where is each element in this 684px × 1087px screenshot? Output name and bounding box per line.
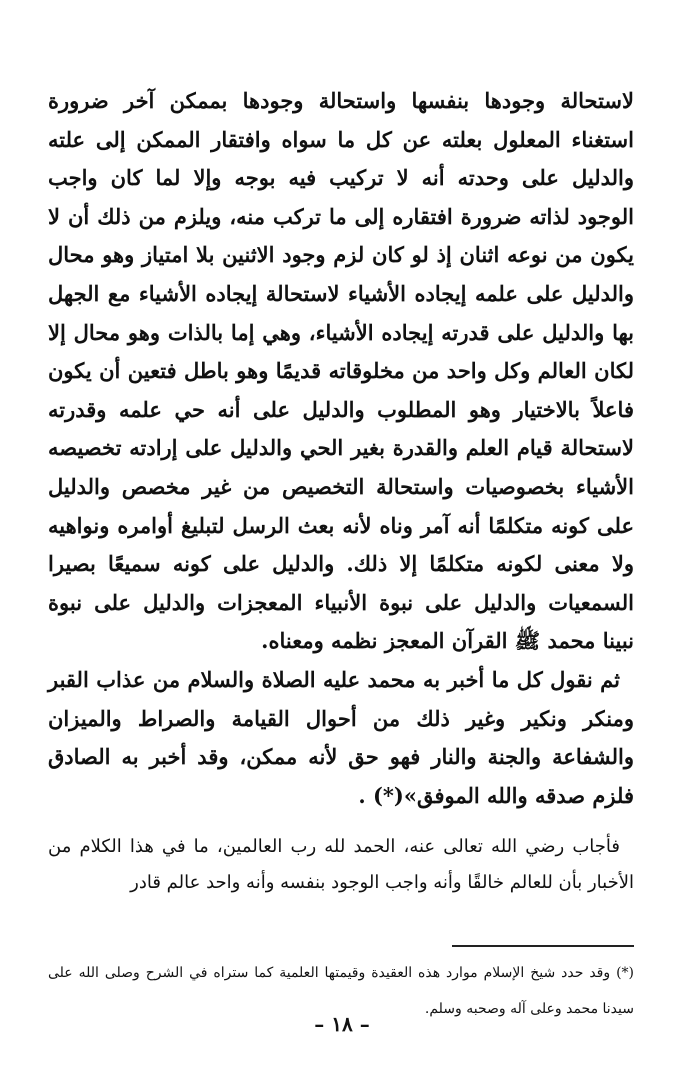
footnote-text: (*) وقد حدد شيخ الإسلام موارد هذه العقيدة وقيمتها العلمية كما ستراه في الشرح وصلى الله على سيدنا محمد وعلى آله وصحبه وسلم.	[48, 965, 634, 1018]
page-number: – ١٨ –	[314, 1012, 370, 1036]
footnote-divider	[452, 945, 634, 947]
paragraph-3: فأجاب رضي الله تعالى عنه، الحمد لله رب العالمين، ما في هذا الكلام من الأخبار بأن للعالم خالقًا وأنه واجب الوجود بنفسه وأنه واحد عالم قادر	[48, 836, 634, 894]
main-text	[48, 82, 634, 815]
paragraph-1: لاستحالة وجودها بنفسها واستحالة وجودها بممكن آخر ضرورة استغناء المعلول بعلته عن كل ما سواه وافتقار الممكن إلى علته والدليل على وحدته أنه لا تركيب فيه بوجه وإلا لما كان واجب الوجود لذاته ضرورة افتقاره إلى ما تركب منه، ويلزم من ذلك أن لا يكون من نوعه اثنان إذ لو كان لزم وجود الاثنين بلا امتياز وهو محال والدليل على علمه إيجاده الأشياء لاستحالة إيجاده الأشياء مع الجهل بها والدليل على قدرته إيجاده الأشياء، وهي إما بالذات وهو محال إلا لكان العالم وكل واحد من مخلوقاته قديمًا وهو باطل فتعين أن يكون فاعلاً بالاختيار وهو المطلوب والدليل على أنه حي علمه وقدرته لاستحالة قيام العلم والقدرة بغير الحي والدليل على إرادته تخصيصه الأشياء بخصوصيات واستحالة التخصيص من غير مخصص والدليل على كونه متكلمًا أنه آمر وناه لأنه بعث الرسل لتبليغ أوامره ونواهيه ولا معنى لكونه متكلمًا إلا ذلك. والدليل على كونه سميعًا بصيرا السمعيات والدليل على نبوة الأنبياء المعجزات والدليل على نبوة نبينا محمد ﷺ القرآن المعجز نظمه ومعناه.	[48, 88, 634, 654]
paragraph-2: ثم نقول كل ما أخبر به محمد عليه الصلاة والسلام من عذاب القبر ومنكر ونكير وغير ذلك من أحوال القيامة والصراط والميزان والشفاعة والجنة والنار فهو حق لأنه ممكن، وقد أخبر به الصادق فلزم صدقه والله الموفق»(*) .	[48, 666, 634, 808]
